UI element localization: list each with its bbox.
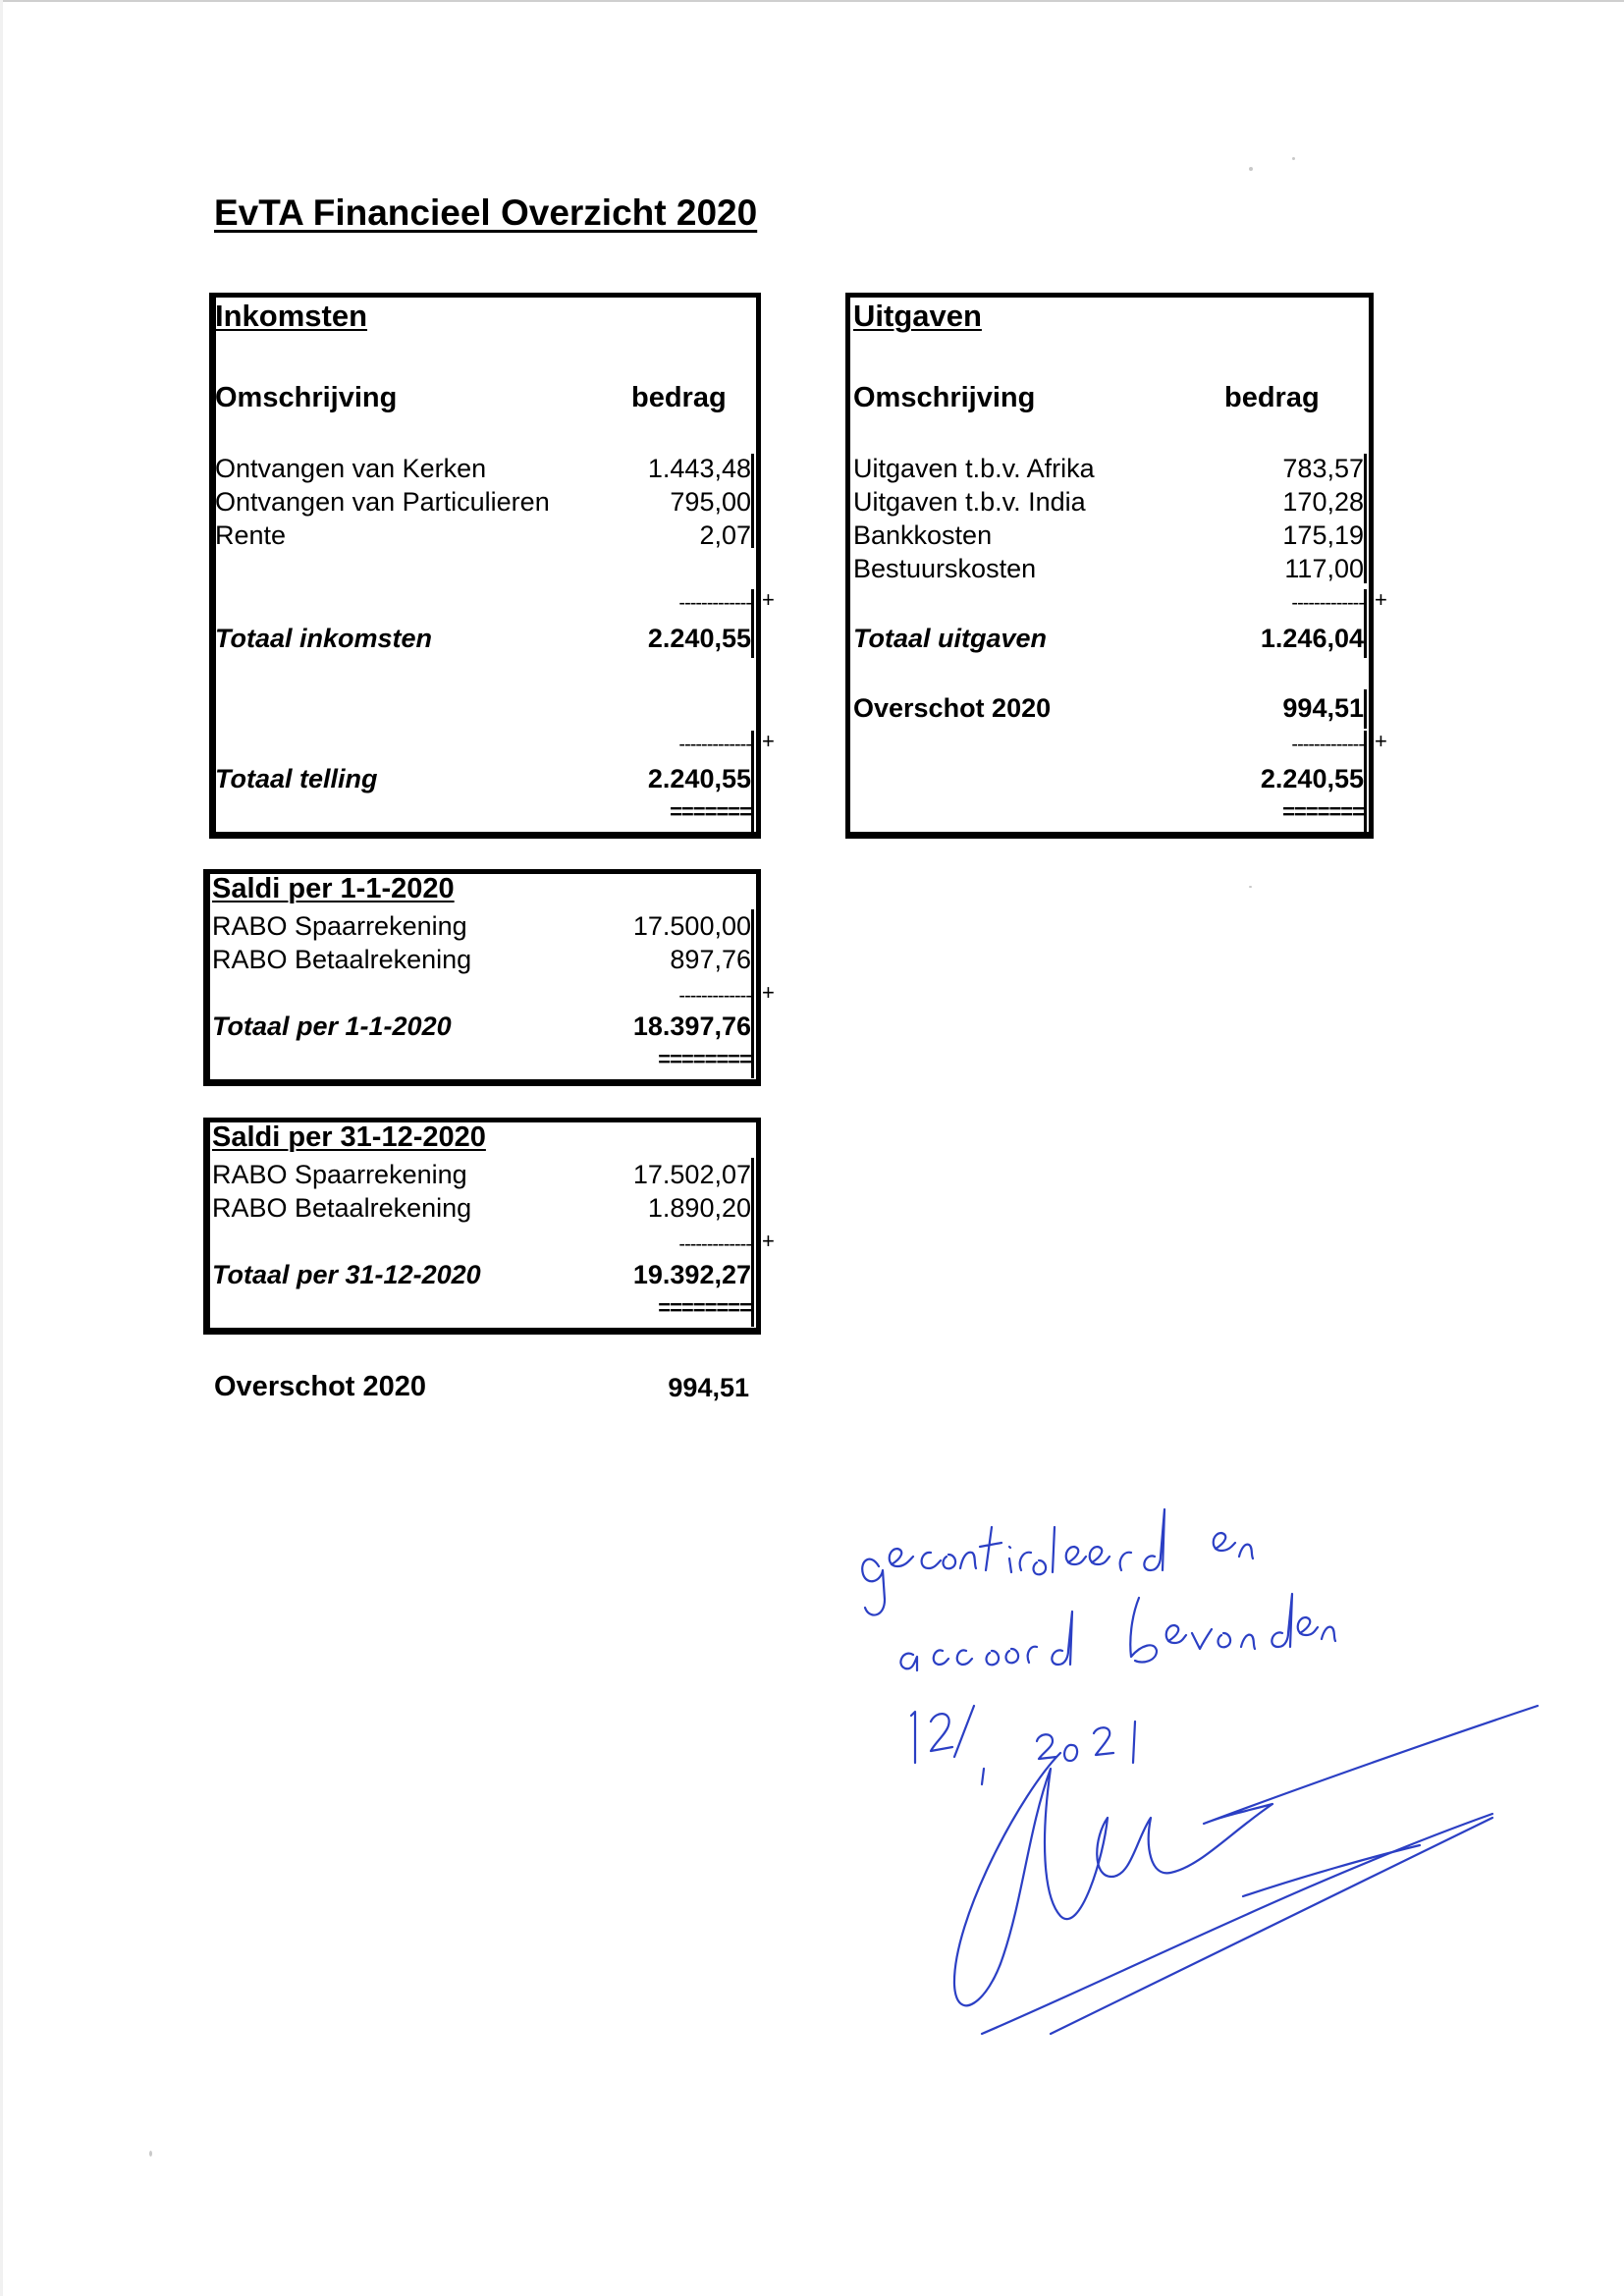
- subtotal-dashes: -------------: [1291, 592, 1364, 614]
- uitgaven-overschot-amount: 994,51: [1282, 693, 1364, 723]
- footer-overschot-amount: 994,51: [668, 1373, 749, 1402]
- saldi-end-total-amount: 19.392,27: [632, 1260, 751, 1289]
- saldi-begin-row-amount: 897,76: [670, 945, 751, 974]
- inkomsten-telling-amount: 2.240,55: [647, 764, 751, 793]
- scan-edge-top: [0, 0, 1624, 2]
- uitgaven-row-label: Uitgaven t.b.v. India: [853, 487, 1086, 517]
- inkomsten-row-amount: 1.443,48: [647, 454, 751, 483]
- uitgaven-row-amount: 117,00: [1284, 554, 1364, 583]
- uitgaven-heading: Uitgaven: [853, 299, 982, 333]
- inkomsten-row-amount: 2,07: [699, 520, 751, 550]
- scan-speck: [1249, 167, 1253, 171]
- uitgaven-row-label: Bankkosten: [853, 520, 993, 550]
- uitgaven-total-label: Totaal uitgaven: [853, 624, 1048, 653]
- plus-sign: +: [762, 587, 775, 612]
- saldi-end-heading: Saldi per 31-12-2020: [212, 1121, 486, 1153]
- amount-column-rule: [1364, 731, 1367, 833]
- uitgaven-row-amount: 170,28: [1282, 487, 1364, 517]
- saldi-end-row-amount: 17.502,07: [632, 1160, 751, 1189]
- inkomsten-heading: Inkomsten: [215, 299, 368, 333]
- scan-edge-left: [0, 0, 3, 2296]
- amount-column-rule: [751, 909, 754, 1078]
- inkomsten-total-amount: 2.240,55: [647, 624, 751, 653]
- plus-sign: +: [1375, 729, 1387, 753]
- double-underline: =======: [670, 799, 751, 824]
- scan-speck: [149, 2151, 152, 2157]
- double-underline: =======: [1282, 799, 1364, 824]
- inkomsten-row-label: Ontvangen van Particulieren: [215, 487, 550, 517]
- saldi-end-row-label: RABO Spaarrekening: [212, 1160, 467, 1189]
- uitgaven-row-amount: 175,19: [1282, 520, 1364, 550]
- footer-overschot-label: Overschot 2020: [214, 1371, 427, 1402]
- saldi-end-row-label: RABO Betaalrekening: [212, 1193, 472, 1223]
- inkomsten-row-label: Rente: [215, 520, 287, 550]
- inkomsten-telling-label: Totaal telling: [215, 764, 378, 793]
- amount-column-rule: [751, 1158, 754, 1327]
- amount-column-rule: [1364, 589, 1367, 658]
- saldi-begin-total-amount: 18.397,76: [632, 1011, 751, 1041]
- scan-speck: [1249, 886, 1252, 888]
- amount-column-rule: [751, 454, 754, 548]
- uitgaven-telling-amount: 2.240,55: [1260, 764, 1364, 793]
- amount-column-rule: [751, 589, 754, 658]
- inkomsten-total-label: Totaal inkomsten: [215, 624, 433, 653]
- plus-sign: +: [762, 729, 775, 753]
- uitgaven-total-amount: 1.246,04: [1260, 624, 1364, 653]
- saldi-begin-row-label: RABO Spaarrekening: [212, 911, 467, 941]
- inkomsten-row-amount: 795,00: [670, 487, 751, 517]
- subtotal-dashes: -------------: [678, 1233, 751, 1255]
- saldi-begin-total-label: Totaal per 1-1-2020: [212, 1011, 452, 1041]
- amount-column-rule: [751, 731, 754, 833]
- subtotal-dashes: -------------: [678, 985, 751, 1007]
- saldi-begin-heading: Saldi per 1-1-2020: [212, 873, 455, 904]
- plus-sign: +: [762, 980, 775, 1005]
- saldi-end-total-label: Totaal per 31-12-2020: [212, 1260, 481, 1289]
- inkomsten-table: [209, 293, 761, 839]
- uitgaven-overschot-label: Overschot 2020: [853, 693, 1052, 723]
- inkomsten-col-amount: bedrag: [631, 382, 727, 413]
- amount-column-rule: [1364, 689, 1367, 729]
- saldi-begin-row-label: RABO Betaalrekening: [212, 945, 472, 974]
- subtotal-dashes: -------------: [678, 734, 751, 755]
- document-title: EvTA Financieel Overzicht 2020: [214, 192, 758, 233]
- handwritten-approval: [844, 1488, 1624, 2057]
- double-underline: ========: [658, 1295, 751, 1320]
- amount-column-rule: [1364, 454, 1367, 583]
- plus-sign: +: [762, 1229, 775, 1253]
- saldi-begin-row-amount: 17.500,00: [632, 911, 751, 941]
- uitgaven-col-amount: bedrag: [1224, 382, 1320, 413]
- subtotal-dashes: -------------: [678, 592, 751, 614]
- inkomsten-col-description: Omschrijving: [215, 382, 398, 413]
- double-underline: ========: [658, 1047, 751, 1071]
- uitgaven-col-description: Omschrijving: [853, 382, 1036, 413]
- saldi-end-row-amount: 1.890,20: [647, 1193, 751, 1223]
- plus-sign: +: [1375, 587, 1387, 612]
- uitgaven-row-label: Uitgaven t.b.v. Afrika: [853, 454, 1095, 483]
- inkomsten-row-label: Ontvangen van Kerken: [215, 454, 487, 483]
- uitgaven-row-amount: 783,57: [1282, 454, 1364, 483]
- subtotal-dashes: -------------: [1291, 734, 1364, 755]
- scan-speck: [1292, 157, 1295, 160]
- uitgaven-row-label: Bestuurskosten: [853, 554, 1037, 583]
